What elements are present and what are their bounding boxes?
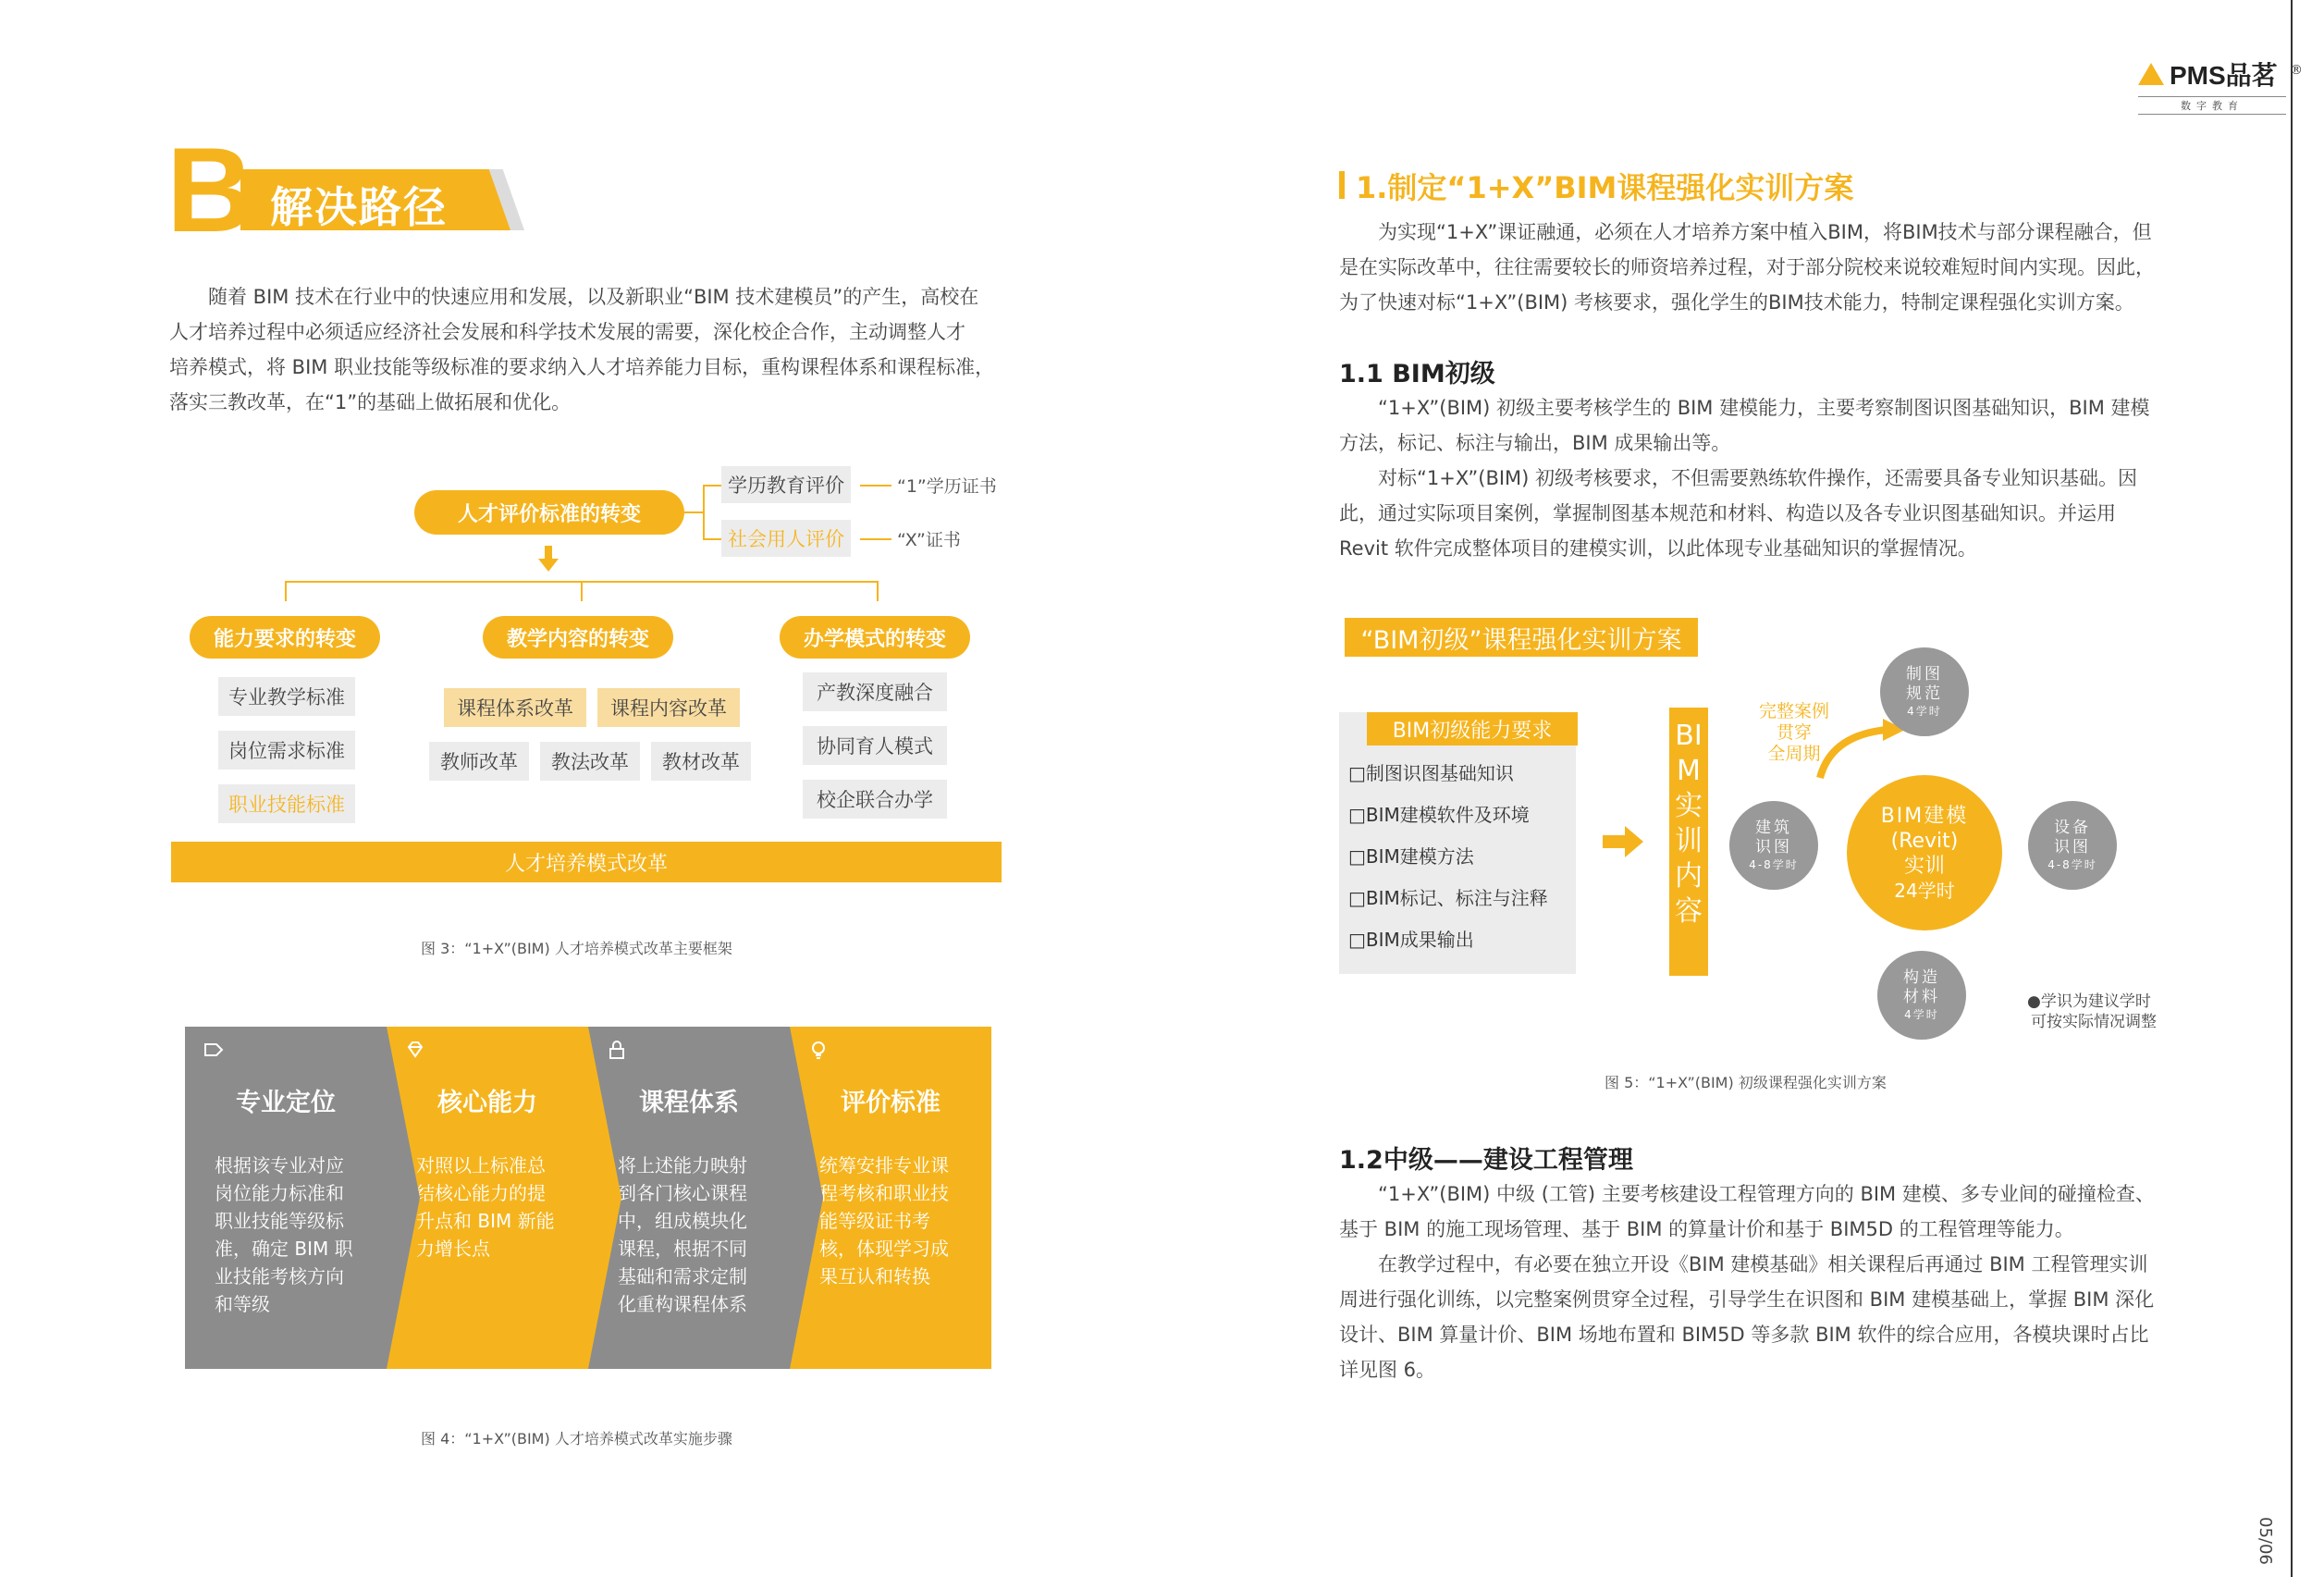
fig5-req-head: BIM初级能力要求 — [1367, 712, 1578, 745]
fig5-title: “BIM初级”课程强化实训方案 — [1345, 618, 1698, 657]
fig3-col2-item: 教材改革 — [651, 742, 751, 781]
fig3-col2-item: 课程体系改革 — [444, 688, 586, 727]
p2-line: Revit 软件完成整体项目的建模实训，以此体现专业基础知识的掌握情况。 — [1339, 537, 1977, 560]
fig5-req-item: □BIM标记、标注与注释 — [1348, 887, 1548, 909]
p3-line: “1+X”(BIM) 中级 (工管) 主要考核建设工程管理方向的 BIM 建模、多专业间的碰撞检查、 — [1378, 1183, 2155, 1205]
foot-note-line: ●学识为建议学时 — [2027, 992, 2151, 1011]
section-title: 解决路径 — [270, 182, 448, 232]
fig4-step-body: 对照以上标准总结核心能力的提升点和 BIM 新能力增长点 — [416, 1154, 555, 1260]
logo-sub: 数字教育 — [2138, 96, 2286, 115]
fig4-step-body: 将上述能力映射到各门核心课程中，组成模块化课程，根据不同基础和需求定制化重构课程体系 — [618, 1154, 747, 1315]
fig5-sat-2 — [1729, 801, 1818, 890]
fig3-connector — [877, 581, 879, 601]
fig3-col3-item: 产教深度融合 — [803, 672, 947, 711]
fig3-connector — [703, 485, 705, 540]
arc-note-line: 全周期 — [1767, 744, 1821, 764]
intro-line: 培养模式，将 BIM 职业技能等级标准的要求纳入人才培养能力目标，重构课程体系和课程标准， — [169, 356, 995, 378]
fig3-eval2: 社会用人评价 — [721, 520, 851, 557]
sat-hours: 4-8学时 — [1749, 858, 1799, 871]
intro-line: 人才培养过程中必须适应经济社会发展和科学技术发展的需要，深化校企合作，主动调整人才 — [169, 321, 965, 343]
p3-line: 基于 BIM 的施工现场管理、基于 BIM 的算量计价和基于 BIM5D 的工程管理等能力。 — [1339, 1218, 2074, 1240]
p2-line: “1+X”(BIM) 初级主要考核学生的 BIM 建模能力，主要考察制图识图基础知识，BIM 建模 — [1378, 397, 2150, 419]
fig4-step-title: 课程体系 — [639, 1089, 739, 1117]
fig3-col3-head: 办学模式的转变 — [780, 616, 970, 659]
sat-name: 材料 — [1903, 988, 1940, 1006]
right-p3 — [1339, 1177, 2171, 1387]
center-l2: (Revit) — [1890, 829, 1959, 853]
p3-line: 详见图 6。 — [1339, 1359, 1436, 1381]
fig4-step-1 — [185, 1027, 387, 1369]
fig4-chevron — [588, 1027, 621, 1369]
sat-name: 制图 — [1906, 665, 1943, 684]
sat-name: 规范 — [1906, 684, 1943, 703]
fig5-sat-1 — [1880, 647, 1969, 736]
sat-hours: 4学时 — [1904, 1008, 1939, 1021]
p3-line: 周进行强化训练，以完整案例贯穿全过程，引导学生在识图和 BIM 建模基础上，掌握 BIM 深化 — [1339, 1288, 2155, 1311]
p3-line: 在教学过程中，有必要在独立开设《BIM 建模基础》相关课程后再通过 BIM 工程管理实训 — [1378, 1253, 2148, 1275]
fig4-chevron — [387, 1027, 420, 1369]
center-l4: 24学时 — [1894, 879, 1955, 902]
sat-name: 建筑 — [1755, 819, 1792, 837]
tag-icon — [203, 1040, 224, 1060]
intro-line: 落实三教改革，在“1”的基础上做拓展和优化。 — [169, 391, 572, 413]
right-h1: 1.制定“1+X”BIM课程强化实训方案 — [1356, 170, 1854, 205]
fig3-col3-item: 校企联合办学 — [803, 780, 947, 819]
p3-line: 设计、BIM 算量计价、BIM 场地布置和 BIM5D 等多款 BIM 软件的综合应用，各模块课时占比 — [1339, 1324, 2149, 1346]
page-number: 05/06 — [2256, 1517, 2275, 1565]
p2-line: 方法，标记、标注与输出，BIM 成果输出等。 — [1339, 432, 1731, 454]
fig5-req-item: □BIM成果输出 — [1348, 929, 1474, 951]
logo-brand: PMS品茗 — [2170, 61, 2278, 90]
fig3-col2-item: 教师改革 — [429, 742, 529, 781]
arc-note-line: 完整案例 — [1758, 701, 1829, 721]
fig3-connector — [703, 485, 721, 487]
fig3-col2-item: 课程内容改革 — [597, 688, 740, 727]
right-p1 — [1339, 215, 2171, 320]
fig4-chevron — [790, 1027, 823, 1369]
fig3-eval1: 学历教育评价 — [721, 466, 851, 503]
fig3-connector — [684, 511, 703, 513]
fig5-req-item: □BIM建模软件及环境 — [1348, 804, 1530, 826]
sat-hours: 4-8学时 — [2047, 858, 2097, 871]
fig5-arrow-icon — [1603, 835, 1627, 848]
section-letter: B — [166, 122, 253, 257]
fig3-col1-head: 能力要求的转变 — [190, 616, 380, 659]
fig4-caption: 图 4：“1+X”(BIM) 人才培养模式改革实施步骤 — [421, 1430, 732, 1448]
fig5-req-item: □制图识图基础知识 — [1348, 762, 1514, 784]
fig4-step-body: 统筹安排专业课程考核和职业技能等级证书考核，体现学习成果互认和转换 — [819, 1154, 949, 1287]
fig3-eval2-note: “X”证书 — [897, 530, 961, 550]
fig3-top-pill: 人才评价标准的转变 — [414, 490, 684, 535]
fig3-col1-item: 岗位需求标准 — [218, 731, 355, 770]
fig4-step-body: 根据该专业对应岗位能力标准和职业技能等级标准，确定 BIM 职业技能考核方向和等级 — [215, 1154, 353, 1315]
fig3-col2-item: 教法改革 — [540, 742, 640, 781]
fig3-connector — [703, 538, 721, 540]
sat-hours: 4学时 — [1907, 705, 1942, 718]
page-edge-line — [2291, 0, 2293, 1577]
h1-marker — [1339, 171, 1345, 199]
p2-line: 此，通过实际项目案例，掌握制图基本规范和材料、构造以及各专业识图基础知识。并运用 — [1339, 502, 2116, 524]
intro-line: 随着 BIM 技术在行业中的快速应用和发展，以及新职业“BIM 技术建模员”的产生，高校在 — [208, 286, 979, 308]
fig3-eval1-note: “1”学历证书 — [897, 476, 997, 497]
fig5-vbar-text: BIM实训内容 — [1675, 720, 1703, 928]
p1-line: 为实现“1+X”课证融通，必须在人才培养方案中植入BIM，将BIM技术与部分课程融合，但 — [1378, 221, 2152, 243]
logo-registered: ® — [2290, 63, 2303, 78]
fig5-req-item: □BIM建模方法 — [1348, 845, 1474, 868]
fig5-arrow-head — [1625, 826, 1643, 857]
logo — [2138, 55, 2303, 115]
fig3-note-line — [860, 538, 891, 540]
right-h2-junior: 1.1 BIM初级 — [1339, 360, 1495, 388]
fig3-connector — [581, 581, 583, 601]
p1-line: 是在实际改革中，往往需要较长的师资培养过程，对于部分院校来说较难短时间内实现。因此， — [1339, 256, 2155, 278]
sat-name: 识图 — [1755, 838, 1792, 856]
center-l1: BIM建模 — [1880, 804, 1969, 828]
fig4-step-title: 专业定位 — [236, 1089, 336, 1117]
fig5-sat-4 — [1877, 951, 1966, 1040]
arc-note-line: 贯穿 — [1776, 722, 1812, 743]
fig3-down-arrow-head — [538, 559, 559, 572]
fig3-col1-item: 职业技能标准 — [218, 784, 355, 823]
fig5-vbar — [1669, 708, 1708, 976]
foot-note-line: 可按实际情况调整 — [2031, 1013, 2157, 1031]
p2-line: 对标“1+X”(BIM) 初级考核要求，不但需要熟练软件操作，还需要具备专业知识基础。因 — [1378, 467, 2138, 489]
fig3-col3-item: 协同育人模式 — [803, 726, 947, 765]
left-intro — [169, 279, 1006, 420]
right-p2 — [1339, 390, 2171, 566]
p1-line: 为了快速对标“1+X”(BIM) 考核要求，强化学生的BIM技术能力，特制定课程强化实训方案。 — [1339, 291, 2134, 314]
fig5-caption: 图 5：“1+X”(BIM) 初级课程强化实训方案 — [1605, 1074, 1887, 1091]
fig3-col1-item: 专业教学标准 — [218, 677, 355, 716]
fig3-caption: 图 3：“1+X”(BIM) 人才培养模式改革主要框架 — [421, 940, 732, 957]
sat-name: 设备 — [2054, 819, 2091, 837]
sat-name: 构造 — [1903, 968, 1940, 987]
fig5-sat-3 — [2028, 801, 2117, 890]
center-l3: 实训 — [1903, 854, 1945, 878]
fig3-note-line — [860, 485, 891, 487]
fig4-step-title: 评价标准 — [841, 1089, 941, 1117]
sat-name: 识图 — [2054, 838, 2091, 856]
right-h2-intermediate: 1.2中级——建设工程管理 — [1339, 1146, 1633, 1175]
fig3-bottom-bar: 人才培养模式改革 — [171, 842, 1002, 882]
logo-triangle-icon — [2138, 63, 2164, 85]
fig5-foot-note — [2027, 992, 2157, 1032]
fig3-connector — [285, 581, 287, 601]
fig3-col2-head: 教学内容的转变 — [483, 616, 673, 659]
fig4-step-title: 核心能力 — [437, 1089, 537, 1117]
fig5-center-circle — [1847, 775, 2002, 930]
